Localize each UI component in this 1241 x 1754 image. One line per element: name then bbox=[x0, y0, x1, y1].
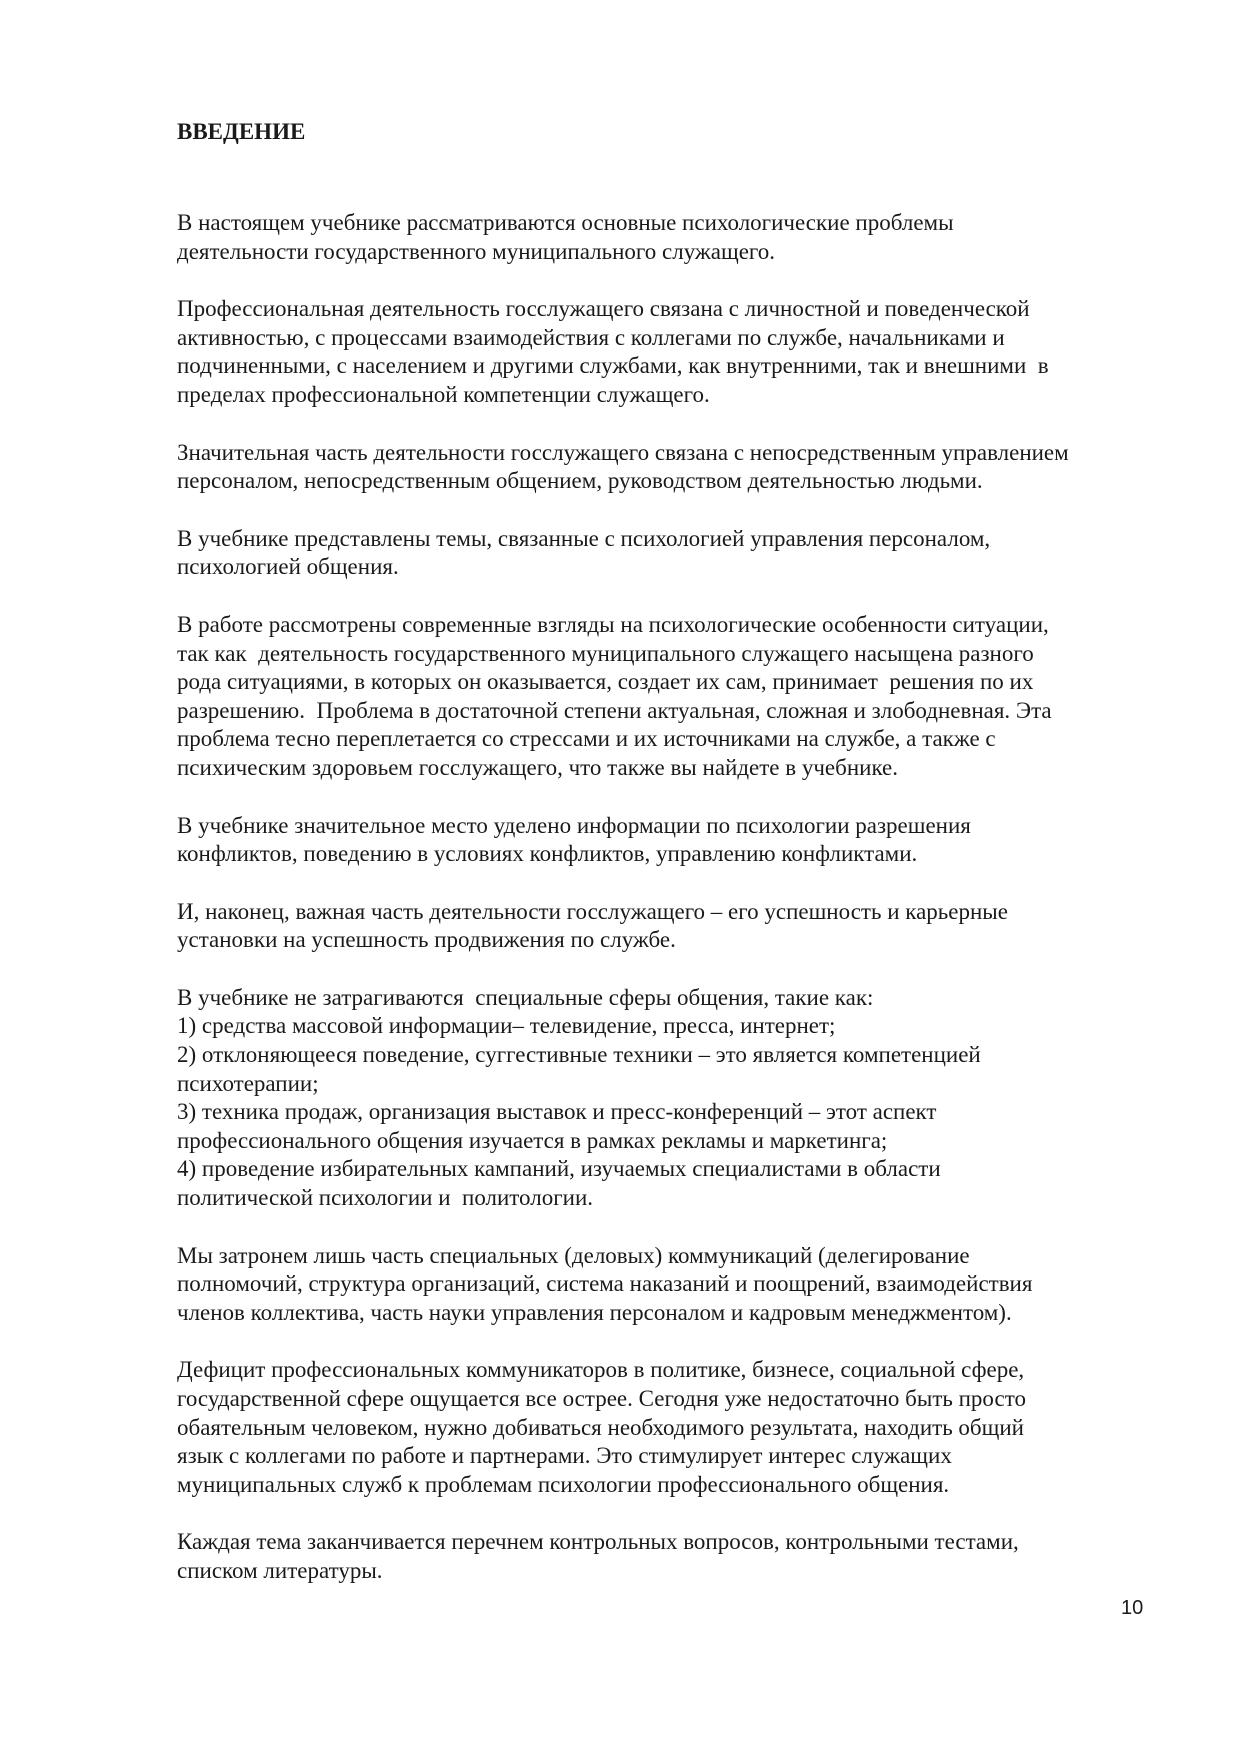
paragraph-line: психологией общения. bbox=[177, 554, 399, 580]
paragraph-line: конфликтов, поведению в условиях конфликтов, управлению конфликтами. bbox=[177, 841, 918, 867]
paragraph-line: В работе рассмотрены современные взгляды на психологические особенности ситуации, bbox=[177, 611, 1049, 637]
paragraph-line: пределах профессиональной компетенции служащего. bbox=[177, 381, 710, 407]
paragraph-line: Дефицит профессиональных коммуникаторов в политике, бизнесе, социальной сфере, bbox=[177, 1357, 1025, 1383]
paragraph-list bbox=[177, 209, 1152, 1586]
paragraph-line: списком литературы. bbox=[177, 1557, 383, 1583]
paragraph-line: разрешению. Проблема в достаточной степени актуальная, сложная и злободневная. Эта bbox=[177, 697, 1052, 723]
paragraph-line: персоналом, непосредственным общением, руководством деятельностью людьми. bbox=[177, 468, 983, 494]
body-paragraph bbox=[177, 209, 1152, 266]
body-paragraph bbox=[177, 439, 1152, 496]
paragraph-line: психотерапии; bbox=[177, 1070, 319, 1096]
paragraph-line: активностью, с процессами взаимодействия с коллегами по службе, начальниками и bbox=[177, 324, 1005, 350]
paragraph-line: 1) средства массовой информации– телевидение, пресса, интернет; bbox=[177, 1013, 836, 1039]
paragraph-line: политической психологии и политологии. bbox=[177, 1185, 594, 1211]
paragraph-line: 3) техника продаж, организация выставок и пресс-конференций – этот аспект bbox=[177, 1099, 937, 1125]
paragraph-line: проблема тесно переплетается со стрессами и их источниками на службе, а также с bbox=[177, 726, 996, 752]
paragraph-line: государственной сфере ощущается все острее. Сегодня уже недостаточно быть просто bbox=[177, 1386, 1026, 1411]
paragraph-line: обаятельным человеком, нужно добиваться необходимого результата, находить общий bbox=[177, 1414, 1024, 1440]
body-paragraph bbox=[177, 295, 1152, 409]
paragraph-line: Значительная часть деятельности госслужащего связана с непосредственным управлением bbox=[177, 439, 1069, 465]
paragraph-line: В настоящем учебнике рассматриваются основные психологические проблемы bbox=[177, 210, 954, 235]
section-heading: ВВЕДЕНИЕ bbox=[177, 119, 306, 144]
body-paragraph bbox=[177, 984, 1152, 1213]
page-number: 10 bbox=[1121, 1597, 1144, 1619]
paragraph-line: В учебнике представлены темы, связанные с психологией управления персоналом, bbox=[177, 525, 991, 551]
paragraph-line: 2) отклоняющееся поведение, суггестивные техники – это является компетенцией bbox=[177, 1042, 981, 1068]
body-paragraph bbox=[177, 525, 1152, 582]
paragraph-line: рода ситуациями, в которых он оказывается, создает их сам, принимает решения по их bbox=[177, 669, 1034, 695]
body-paragraph bbox=[177, 611, 1152, 783]
body-paragraph bbox=[177, 898, 1152, 955]
body-paragraph bbox=[177, 1528, 1152, 1585]
paragraph-line: муниципальных служб к проблемам психологии профессионального общения. bbox=[177, 1471, 950, 1497]
body-paragraph bbox=[177, 812, 1152, 869]
body-paragraph bbox=[177, 1356, 1152, 1499]
paragraph-line: Профессиональная деятельность госслужащего связана с личностной и поведенческой bbox=[177, 296, 1030, 322]
paragraph-line: 4) проведение избирательных кампаний, изучаемых специалистами в области bbox=[177, 1156, 941, 1182]
paragraph-line: профессионального общения изучается в рамках рекламы и маркетинга; bbox=[177, 1127, 888, 1153]
paragraph-line: полномочий, структура организаций, система наказаний и поощрений, взаимодействия bbox=[177, 1271, 1033, 1297]
page-content bbox=[177, 118, 1152, 1615]
paragraph-line: подчиненными, с населением и другими службами, как внутренними, так и внешними в bbox=[177, 353, 1049, 379]
paragraph-line: язык с коллегами по работе и партнерами. Это стимулирует интерес служащих bbox=[177, 1443, 952, 1469]
body-paragraph bbox=[177, 1242, 1152, 1328]
paragraph-line: установки на успешность продвижения по службе. bbox=[177, 927, 676, 953]
paragraph-line: И, наконец, важная часть деятельности госслужащего – его успешность и карьерные bbox=[177, 898, 1008, 924]
paragraph-line: психическим здоровьем госслужащего, что также вы найдете в учебнике. bbox=[177, 754, 899, 780]
paragraph-line: членов коллектива, часть науки управления персоналом и кадровым менеджментом). bbox=[177, 1299, 1012, 1325]
paragraph-line: Мы затронем лишь часть специальных (деловых) коммуникаций (делегирование bbox=[177, 1242, 970, 1268]
paragraph-line: В учебнике не затрагиваются специальные сферы общения, такие как: bbox=[177, 984, 874, 1010]
paragraph-line: В учебнике значительное место уделено информации по психологии разрешения bbox=[177, 812, 971, 838]
paragraph-line: Каждая тема заканчивается перечнем контрольных вопросов, контрольными тестами, bbox=[177, 1529, 1019, 1555]
paragraph-line: так как деятельность государственного муниципального служащего насыщена разного bbox=[177, 640, 1034, 666]
paragraph-line: деятельности государственного муниципального служащего. bbox=[177, 238, 776, 264]
